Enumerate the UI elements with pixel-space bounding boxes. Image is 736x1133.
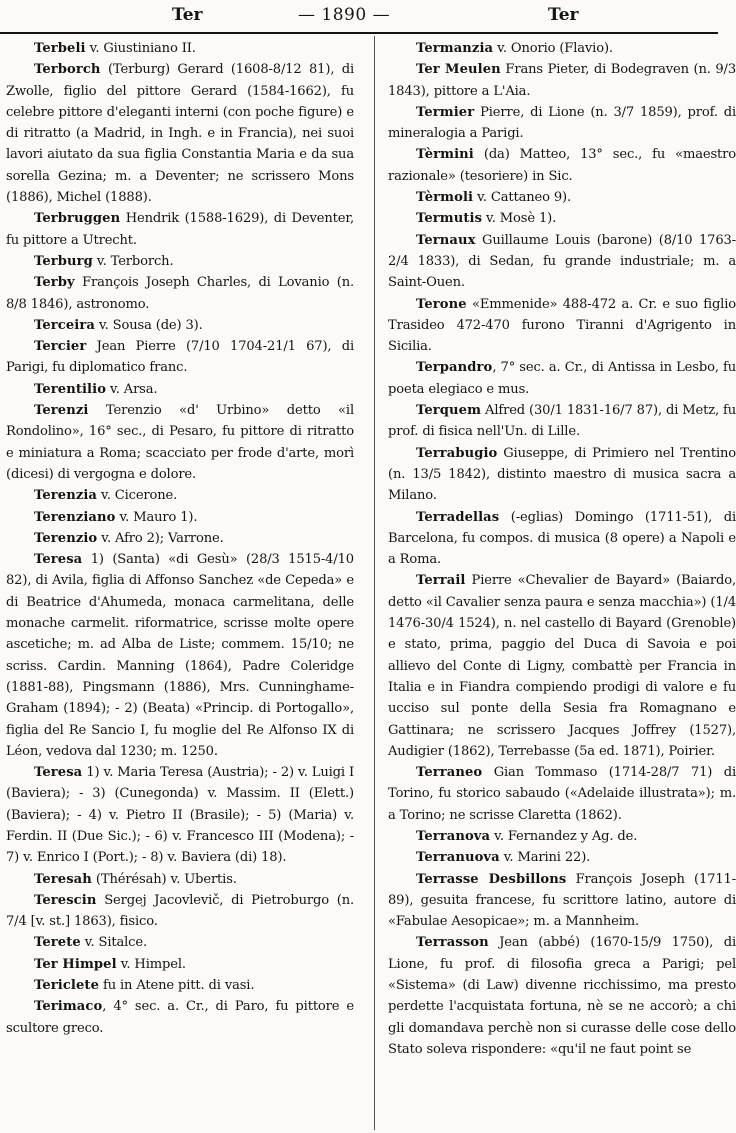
entry-text: Sergej Jacovlevič, di Pietroburgo (n. 7/4 [v. st.] 1863), fisico. bbox=[6, 892, 354, 930]
entry-headword: Terrail bbox=[416, 573, 466, 589]
entry-text: v. Arsa. bbox=[106, 381, 158, 397]
entry-text: v. Fernandez y Ag. de. bbox=[490, 828, 638, 844]
dictionary-entry bbox=[388, 826, 736, 847]
dictionary-entry bbox=[388, 59, 736, 102]
entry-text: v. Terborch. bbox=[92, 253, 174, 269]
entry-text: v. Sousa (de) 3). bbox=[94, 317, 203, 333]
entry-text: Frans Pieter, di Bodegraven (n. 9/3 1843), pittore a L'Aia. bbox=[388, 62, 736, 99]
dictionary-entry bbox=[6, 251, 354, 272]
dictionary-entry bbox=[388, 230, 736, 294]
dictionary-entry bbox=[6, 379, 354, 400]
entry-headword: Terquem bbox=[416, 403, 482, 419]
dictionary-entry bbox=[6, 996, 354, 1039]
entry-headword: Terburg bbox=[34, 253, 93, 269]
entry-text: Alfred (30/1 1831-16/7 87), di Metz, fu prof. di fisica nell'Un. di Lille. bbox=[388, 403, 736, 440]
entry-text: (Thérésah) v. Ubertis. bbox=[91, 871, 237, 887]
entry-headword: Terenzi bbox=[34, 403, 89, 419]
dictionary-entry bbox=[388, 400, 736, 443]
header-left-word: Ter bbox=[172, 5, 203, 25]
entry-text: v. Himpel. bbox=[116, 956, 186, 972]
dictionary-entry bbox=[388, 38, 736, 59]
entry-text: v. Cattaneo 9). bbox=[473, 190, 572, 206]
entry-headword: Terradellas bbox=[416, 509, 500, 525]
entry-headword: Terceira bbox=[34, 317, 95, 333]
entry-text: 1) (Santa) «di Gesù» (28/3 1515-4/10 82), di Avila, figlia di Affonso Sanchez «de Cepeda» e di Beatrice d'Ahumeda, monaca carmelitana, delle monache carmelit. riformatrice, scrisse molte opere ascetiche; m. ad Alba de Liste; commem. 15/10; ne scriss. Cardin. Manning (1864), Padre Coleridge (1881-88), Pingsmann (1886), Mrs. Cunninghame-Graham (1894); - 2) (Beata) «Princip. di Portogallo», figlia del Re Sancio I, fu moglie del Re Alfonso IX di Léon, vedova dal 1230; m. 1250. bbox=[6, 552, 354, 759]
entry-headword: Termanzia bbox=[416, 41, 494, 56]
entry-headword: Terone bbox=[416, 296, 467, 312]
page-number: — 1890 — bbox=[298, 5, 391, 25]
entry-text: François Joseph Charles, di Lovanio (n. 8/8 1846), astronomo. bbox=[6, 275, 354, 312]
entry-text: Giuseppe, di Primiero nel Trentino (n. 13/5 1842), distinto maestro di musica sacra a Milano. bbox=[388, 445, 736, 504]
entry-text: , 4° sec. a. Cr., di Paro, fu pittore e scultore greco. bbox=[6, 999, 354, 1036]
entry-headword: Terbruggen bbox=[34, 211, 121, 227]
dictionary-entry bbox=[6, 59, 354, 208]
dictionary-entry bbox=[6, 954, 354, 975]
entry-text: v. Onorio (Flavio). bbox=[493, 41, 613, 56]
dictionary-entry bbox=[6, 208, 354, 251]
entry-text: v. Marini 22). bbox=[499, 850, 591, 866]
entry-headword: Terentilio bbox=[34, 381, 107, 397]
entry-headword: Tèrmoli bbox=[416, 190, 474, 206]
entry-text: Pierre, di Lione (n. 3/7 1859), prof. di mineralogia a Parigi. bbox=[388, 104, 736, 142]
entry-headword: Ter Meulen bbox=[416, 62, 501, 78]
dictionary-entry bbox=[6, 485, 354, 506]
entry-headword: Terimaco bbox=[34, 999, 103, 1015]
entry-headword: Termier bbox=[416, 104, 475, 120]
entry-headword: Terborch bbox=[34, 62, 101, 78]
dictionary-entry bbox=[6, 762, 354, 868]
entry-text: Jean (abbé) (1670-15/9 1750), di Lione, fu prof. di filosofia greca a Parigi; pel «Sistema» (di Law) divenne ricchissimo, ma presto perdette l'acquistata fortuna, nè se ne accorò; a chi gli domandava perchè non si curasse delle cose dello Stato soleva rispondere: «qu'il ne faut point se bbox=[388, 935, 736, 1057]
entry-headword: Tericlete bbox=[34, 978, 99, 994]
dictionary-entry bbox=[6, 549, 354, 762]
entry-headword: Teresah bbox=[34, 871, 92, 887]
entry-text: v. Afro 2); Varrone. bbox=[97, 530, 224, 546]
dictionary-entry bbox=[6, 38, 354, 59]
dictionary-entry bbox=[6, 507, 354, 528]
entry-headword: Termutis bbox=[416, 211, 483, 227]
dictionary-entry bbox=[6, 528, 354, 549]
entry-headword: Terete bbox=[34, 935, 81, 951]
entry-text: (-eglias) Domingo (1711-51), di Barcelona, fu compos. di musica (8 opere) a Napoli e a Roma. bbox=[388, 509, 736, 568]
entry-headword: Terrasson bbox=[416, 935, 489, 951]
dictionary-entry bbox=[388, 357, 736, 400]
dictionary-entry bbox=[388, 144, 736, 187]
entry-text: Guillaume Louis (barone) (8/10 1763-2/4 1833), di Sedan, fu grande industriale; m. a Saint-Ouen. bbox=[388, 232, 736, 291]
entry-text: Pierre «Chevalier de Bayard» (Baiardo, detto «il Cavalier senza paura e senza macchia») (1/4 1476-30/4 1524), n. nel castello di Bayard (Grenoble) e stato, prima, paggio del Duca di Savoia e poi allievo del Conte di Ligny, combattè per Francia in Italia e in Fiandra compiendo prodigi di valore e fu ucciso sul ponte della Sesia fra Romagnano e Gattinara; ne scrissero Jacques Joffrey (1527), Audigier (1862), Terrebasse (5a ed. 1871), Poirier. bbox=[388, 573, 736, 759]
dictionary-entry bbox=[6, 272, 354, 315]
entry-text: «Emmenide» 488-472 a. Cr. e suo figlio Trasideo 472-470 furono Tiranni d'Agrigento in Sicilia. bbox=[388, 296, 736, 355]
dictionary-entry bbox=[6, 315, 354, 336]
entry-text: Hendrik (1588-1629), di Deventer, fu pittore a Utrecht. bbox=[6, 211, 354, 248]
dictionary-entry bbox=[388, 187, 736, 208]
entry-text: v. Sitalce. bbox=[80, 935, 147, 951]
entry-headword: Terranova bbox=[416, 828, 491, 844]
entry-headword: Teresa bbox=[34, 765, 83, 781]
column-divider bbox=[374, 36, 375, 1130]
dictionary-entry bbox=[388, 762, 736, 826]
entry-headword: Terenzia bbox=[34, 488, 98, 504]
entry-text: v. Mosè 1). bbox=[482, 211, 557, 227]
entry-text: François Joseph (1711-89), gesuita francese, fu scrittore latino, autore di «Fabulae Aesopicae»; m. a Mannheim. bbox=[388, 871, 736, 930]
entry-text: (Terburg) Gerard (1608-8/12 81), di Zwolle, figlio del pittore Gerard (1584-1662), fu celebre pittore d'eleganti interni (con poche figure) e di ritratto (a Madrid, in Ingh. e in Francia), nei suoi lavori aiutato da sua figlia Constantia Maria e da sua sorella Gezina; m. a Deventer; ne scrissero Mons (1886), Michel (1888). bbox=[6, 62, 354, 206]
entry-headword: Terbeli bbox=[34, 41, 86, 56]
entry-text: v. Giustiniano II. bbox=[85, 41, 196, 56]
entry-headword: Tercier bbox=[34, 339, 87, 355]
dictionary-entry bbox=[6, 890, 354, 933]
dictionary-entry bbox=[6, 336, 354, 379]
dictionary-entry bbox=[388, 869, 736, 933]
entry-headword: Ter Himpel bbox=[34, 956, 117, 972]
entry-text: , 7° sec. a. Cr., di Antissa in Lesbo, fu poeta elegiaco e mus. bbox=[388, 360, 736, 397]
entry-text: (da) Matteo, 13° sec., fu «maestro razionale» (tesoriere) in Sic. bbox=[388, 147, 736, 184]
dictionary-entry bbox=[388, 847, 736, 868]
entry-text: 1) v. Maria Teresa (Austria); - 2) v. Luigi I (Baviera); - 3) (Cunegonda) v. Massim. II (Elett.) (Baviera); - 4) v. Pietro II (Brasile); - 5) (Maria) v. Ferdin. II (Due Sic.); - 6) v. Francesco III (Modena); - 7) v. Enrico I (Port.); - 8) v. Baviera (di) 18). bbox=[6, 765, 354, 866]
entry-headword: Tèrmini bbox=[416, 147, 474, 163]
dictionary-entry bbox=[388, 507, 736, 571]
dictionary-entry bbox=[6, 932, 354, 953]
entry-headword: Ternaux bbox=[416, 232, 476, 248]
dictionary-entry bbox=[6, 869, 354, 890]
entry-text: Gian Tommaso (1714-28/7 71) di Torino, fu storico sabaudo («Adelaide illustrata»); m. a Torino; ne scrisse Claretta (1862). bbox=[388, 765, 736, 823]
dictionary-entry bbox=[388, 443, 736, 507]
dictionary-entry bbox=[388, 570, 736, 762]
dictionary-entry bbox=[388, 208, 736, 229]
entry-headword: Terescin bbox=[34, 892, 97, 908]
header-right-word: Ter bbox=[548, 5, 579, 25]
right-column bbox=[388, 38, 736, 1060]
entry-headword: Terenzio bbox=[34, 530, 98, 546]
entry-headword: Terranuova bbox=[416, 850, 500, 866]
dictionary-entry bbox=[6, 975, 354, 996]
entry-headword: Terrasse Desbillons bbox=[416, 871, 567, 887]
entry-text: fu in Atene pitt. di vasi. bbox=[99, 978, 255, 994]
entry-headword: Teresa bbox=[34, 552, 83, 568]
entry-text: Jean Pierre (7/10 1704-21/1 67), di Parigi, fu diplomatico franc. bbox=[6, 339, 354, 376]
dictionary-entry bbox=[388, 294, 736, 358]
entry-text: v. Cicerone. bbox=[97, 488, 178, 504]
entry-text: v. Mauro 1). bbox=[115, 509, 198, 525]
dictionary-entry bbox=[388, 932, 736, 1060]
page-header bbox=[0, 0, 718, 34]
left-column bbox=[6, 38, 354, 1039]
entry-headword: Terraneo bbox=[416, 765, 483, 781]
entry-headword: Terby bbox=[34, 275, 75, 291]
entry-headword: Terenziano bbox=[34, 509, 116, 525]
entry-text: Terenzio «d' Urbino» detto «il Rondolino», 16° sec., di Pesaro, fu pittore di ritratto e miniatura a Roma; scacciato per frode d'arte, morì (dicesi) di vergogna e dolore. bbox=[6, 403, 354, 482]
entry-headword: Terpandro bbox=[416, 360, 493, 376]
dictionary-entry bbox=[6, 400, 354, 485]
dictionary-entry bbox=[388, 102, 736, 145]
entry-headword: Terrabugio bbox=[416, 445, 498, 461]
